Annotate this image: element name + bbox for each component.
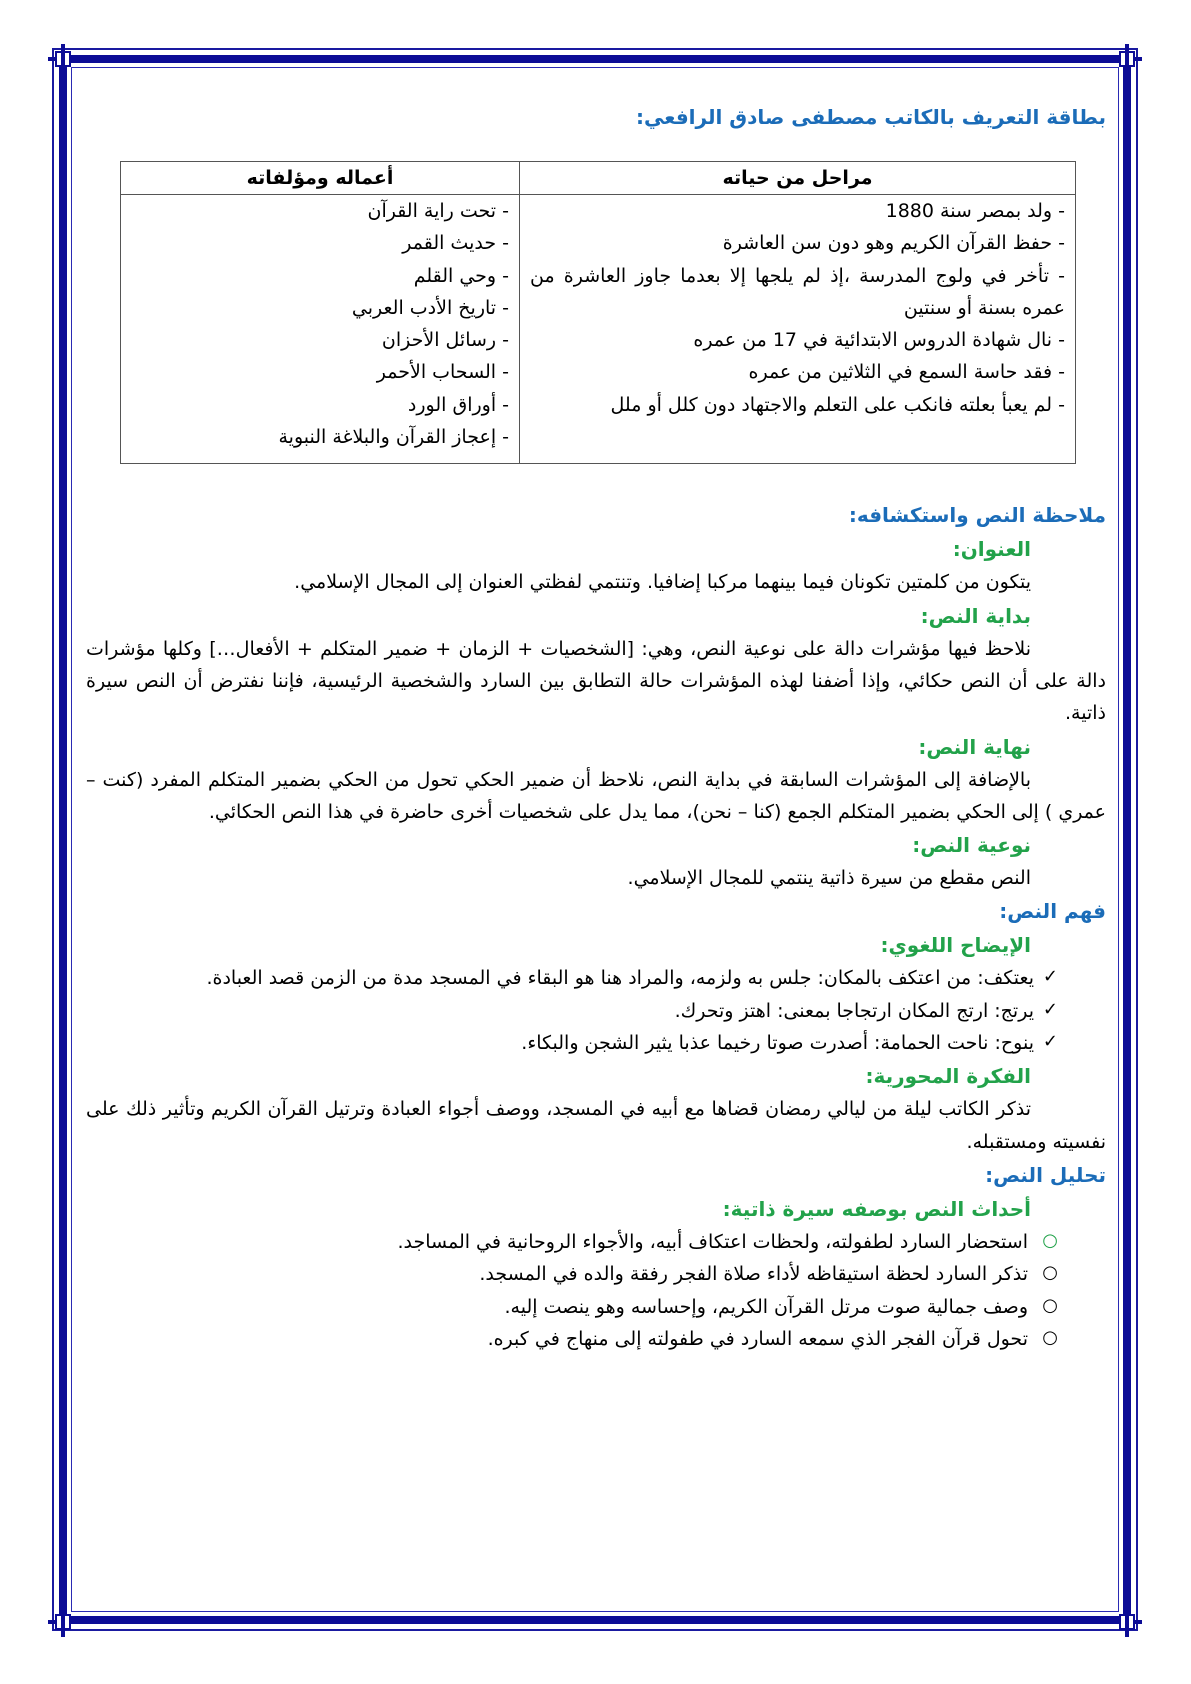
- corner-ornament-icon: [48, 1607, 78, 1637]
- lexicon-subheading: الإيضاح اللغوي:: [880, 933, 1031, 958]
- event-item: ○ استحضار السارد لطفولته، ولحظات اعتكاف أبيه، والأجواء الروحانية في المساجد.: [86, 1226, 1058, 1258]
- circle-bullet-icon: ○: [1042, 1262, 1058, 1284]
- lexicon-list: [86, 962, 1106, 1059]
- life-stage-item: - لم يعبأ بعلته فانكب على التعلم والاجتهاد دون كلل أو ملل: [610, 393, 1065, 416]
- events-list: [86, 1226, 1106, 1355]
- work-item: - السحاب الأحمر: [376, 361, 509, 384]
- work-item: - أوراق الورد: [407, 393, 509, 416]
- start-paragraph: نلاحظ فيها مؤشرات دالة على نوعية النص، وهي: [الشخصيات + الزمان + ضمير المتكلم + الأفعال…] وكلها مؤشرات دالة على أن النص حكائي، وإذا أضفنا لهذه المؤشرات حالة التطابق بين السارد والشخصية الرئيسية، فإننا نفترض أن النص سيرة ذاتية.: [86, 637, 1106, 725]
- page-title: بطاقة التعريف بالكاتب مصطفى صادق الرافعي:: [636, 105, 1106, 129]
- check-mark-icon: ✓: [1042, 966, 1058, 988]
- idea-subheading: الفكرة المحورية:: [865, 1064, 1031, 1089]
- work-item: - إعجاز القرآن والبلاغة النبوية: [278, 426, 509, 449]
- work-item: - تاريخ الأدب العربي: [351, 296, 509, 319]
- events-subheading: أحداث النص بوصفه سيرة ذاتية:: [722, 1196, 1031, 1221]
- circle-bullet-icon: ○: [1042, 1326, 1058, 1348]
- life-stage-item: - فقد حاسة السمع في الثلاثين من عمره: [748, 361, 1065, 384]
- lexicon-item: ✓ يرتج: ارتج المكان ارتجاجا بمعنى: اهتز وتحرك.: [86, 995, 1058, 1027]
- start-subheading: بداية النص:: [920, 603, 1031, 628]
- work-item: - وحي القلم: [413, 264, 509, 287]
- end-paragraph: بالإضافة إلى المؤشرات السابقة في بداية النص، نلاحظ أن ضمير الحكي تحول من الحكي بضمير المتكلم المفرد (كنت – عمري ) إلى الحكي بضمير المتكلم الجمع (كنا – نحن)، مما يدل على شخصيات أخرى حاضرة في هذا النص الحكائي.: [86, 768, 1106, 823]
- document-body: [86, 100, 1106, 1355]
- life-stages-cell: [520, 195, 1076, 464]
- circle-bullet-icon: ○: [1042, 1229, 1058, 1251]
- event-item: ○ تحول قرآن الفجر الذي سمعه السارد في طفولته إلى منهاج في كبره.: [86, 1323, 1058, 1355]
- life-stage-item: - تأخر في ولوج المدرسة ،إذ لم يلجها إلا بعدما جاوز العاشرة من عمره بسنة أو سنتين: [530, 264, 1065, 319]
- observation-heading: ملاحظة النص واستكشافه:: [848, 503, 1106, 528]
- works-cell: [121, 195, 520, 464]
- understanding-heading: فهم النص:: [999, 899, 1106, 924]
- bio-table: [120, 161, 1076, 464]
- bio-table-header-works: أعماله ومؤلفاته: [121, 162, 520, 195]
- life-stage-item: - ولد بمصر سنة 1880: [885, 200, 1065, 222]
- bio-table-header-life: مراحل من حياته: [520, 162, 1076, 195]
- life-stage-item: - نال شهادة الدروس الابتدائية في 17 من عمره: [693, 329, 1065, 352]
- circle-bullet-icon: ○: [1042, 1294, 1058, 1316]
- end-subheading: نهاية النص:: [918, 734, 1031, 759]
- type-subheading: نوعية النص:: [912, 833, 1031, 858]
- work-item: - تحت راية القرآن: [367, 200, 509, 222]
- work-item: - رسائل الأحزان: [381, 329, 509, 352]
- corner-ornament-icon: [48, 44, 78, 74]
- work-item: - حديث القمر: [402, 232, 509, 255]
- title-subheading: العنوان:: [952, 537, 1031, 562]
- life-stage-item: - حفظ القرآن الكريم وهو دون سن العاشرة: [722, 232, 1065, 255]
- event-item: ○ وصف جمالية صوت مرتل القرآن الكريم، وإحساسه وهو ينصت إليه.: [86, 1291, 1058, 1323]
- title-paragraph: يتكون من كلمتين تكونان فيما بينهما مركبا إضافيا. وتنتمي لفظتي العنوان إلى المجال الإسلامي.: [294, 571, 1031, 594]
- check-mark-icon: ✓: [1042, 1031, 1058, 1053]
- lexicon-item: ✓ يعتكف: من اعتكف بالمكان: جلس به ولزمه، والمراد هنا هو البقاء في المسجد مدة من الزمن قصد العبادة.: [86, 962, 1058, 994]
- lexicon-item: ✓ ينوح: ناحت الحمامة: أصدرت صوتا رخيما عذبا يثير الشجن والبكاء.: [86, 1027, 1058, 1059]
- event-item: ○ تذكر السارد لحظة استيقاظه لأداء صلاة الفجر رفقة والده في المسجد.: [86, 1258, 1058, 1290]
- analysis-heading: تحليل النص:: [985, 1162, 1106, 1187]
- type-paragraph: النص مقطع من سيرة ذاتية ينتمي للمجال الإسلامي.: [627, 867, 1031, 890]
- corner-ornament-icon: [1112, 1607, 1142, 1637]
- idea-paragraph: تذكر الكاتب ليلة من ليالي رمضان قضاها مع أبيه في المسجد، ووصف أجواء العبادة وترتيل القرآن الكريم وتأثير ذلك على نفسيته ومستقبله.: [86, 1098, 1106, 1153]
- check-mark-icon: ✓: [1042, 998, 1058, 1020]
- corner-ornament-icon: [1112, 44, 1142, 74]
